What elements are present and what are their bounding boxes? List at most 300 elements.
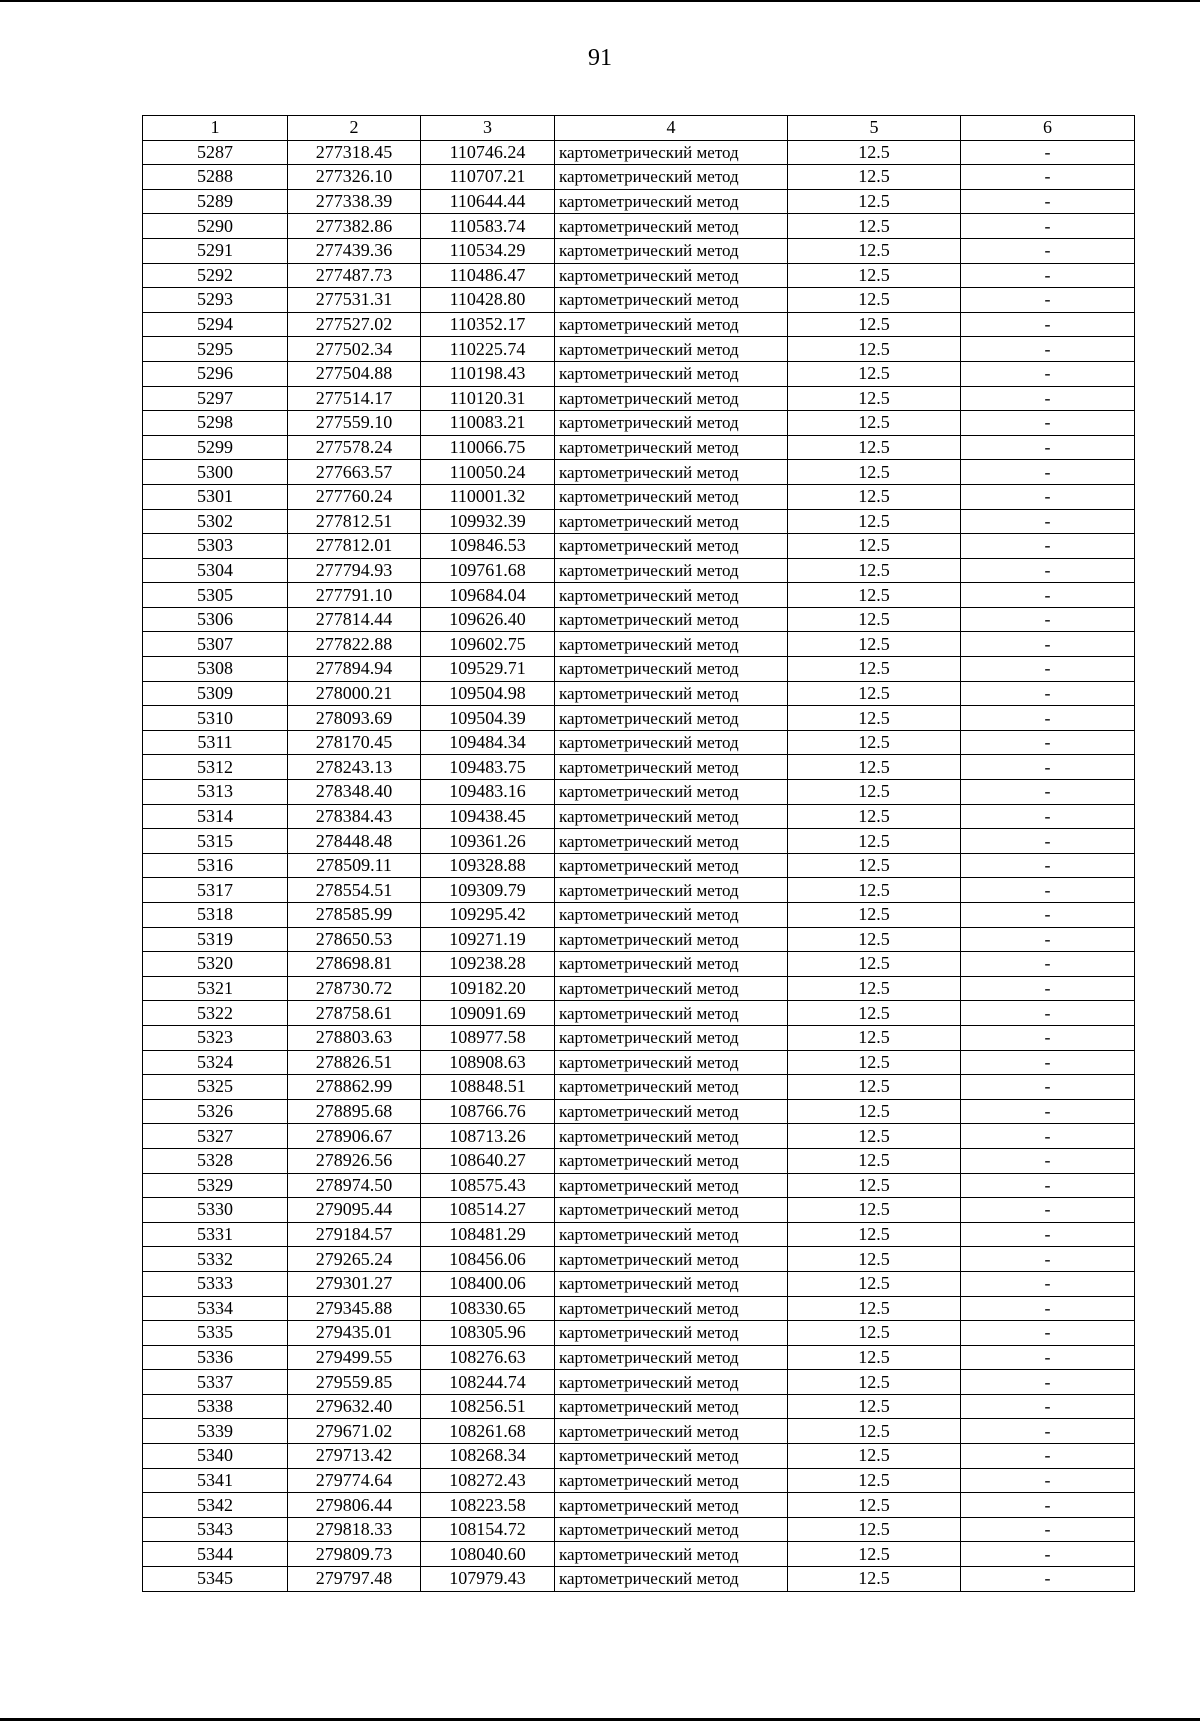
table-row — [143, 1148, 1135, 1173]
x-coordinate-cell: 278243.13 — [288, 755, 421, 780]
x-coordinate-cell: 277531.31 — [288, 288, 421, 313]
method-cell: картометрический метод — [555, 1345, 788, 1370]
point-number-cell: 5328 — [143, 1148, 288, 1173]
table-row — [143, 558, 1135, 583]
y-coordinate-cell: 108575.43 — [421, 1173, 555, 1198]
accuracy-cell: 12.5 — [788, 1542, 961, 1567]
table-row — [143, 386, 1135, 411]
accuracy-cell: 12.5 — [788, 1468, 961, 1493]
note-cell: - — [961, 140, 1135, 165]
table-row — [143, 1419, 1135, 1444]
method-cell: картометрический метод — [555, 607, 788, 632]
point-number-cell: 5310 — [143, 706, 288, 731]
point-number-cell: 5313 — [143, 780, 288, 805]
y-coordinate-cell: 109504.98 — [421, 681, 555, 706]
accuracy-cell: 12.5 — [788, 976, 961, 1001]
y-coordinate-cell: 108908.63 — [421, 1050, 555, 1075]
point-number-cell: 5317 — [143, 878, 288, 903]
accuracy-cell: 12.5 — [788, 681, 961, 706]
note-cell: - — [961, 657, 1135, 682]
method-cell: картометрический метод — [555, 952, 788, 977]
note-cell: - — [961, 214, 1135, 239]
note-cell: - — [961, 804, 1135, 829]
y-coordinate-cell: 109529.71 — [421, 657, 555, 682]
accuracy-cell: 12.5 — [788, 706, 961, 731]
table-row — [143, 706, 1135, 731]
accuracy-cell: 12.5 — [788, 214, 961, 239]
y-coordinate-cell: 108244.74 — [421, 1370, 555, 1395]
y-coordinate-cell: 109328.88 — [421, 853, 555, 878]
table-row — [143, 214, 1135, 239]
point-number-cell: 5289 — [143, 189, 288, 214]
point-number-cell: 5288 — [143, 165, 288, 190]
method-cell: картометрический метод — [555, 460, 788, 485]
point-number-cell: 5293 — [143, 288, 288, 313]
point-number-cell: 5299 — [143, 435, 288, 460]
y-coordinate-cell: 109309.79 — [421, 878, 555, 903]
accuracy-cell: 12.5 — [788, 534, 961, 559]
y-coordinate-cell: 109483.16 — [421, 780, 555, 805]
column-header-1: 1 — [143, 116, 288, 141]
x-coordinate-cell: 278093.69 — [288, 706, 421, 731]
accuracy-cell: 12.5 — [788, 1148, 961, 1173]
table-row — [143, 1493, 1135, 1518]
method-cell: картометрический метод — [555, 1148, 788, 1173]
x-coordinate-cell: 279184.57 — [288, 1222, 421, 1247]
method-cell: картометрический метод — [555, 484, 788, 509]
table-row — [143, 1370, 1135, 1395]
method-cell: картометрический метод — [555, 509, 788, 534]
method-cell: картометрический метод — [555, 1099, 788, 1124]
y-coordinate-cell: 108305.96 — [421, 1321, 555, 1346]
y-coordinate-cell: 108713.26 — [421, 1124, 555, 1149]
y-coordinate-cell: 109295.42 — [421, 903, 555, 928]
method-cell: картометрический метод — [555, 165, 788, 190]
x-coordinate-cell: 277514.17 — [288, 386, 421, 411]
method-cell: картометрический метод — [555, 214, 788, 239]
note-cell: - — [961, 927, 1135, 952]
y-coordinate-cell: 109271.19 — [421, 927, 555, 952]
y-coordinate-cell: 108261.68 — [421, 1419, 555, 1444]
point-number-cell: 5335 — [143, 1321, 288, 1346]
y-coordinate-cell: 109484.34 — [421, 730, 555, 755]
point-number-cell: 5321 — [143, 976, 288, 1001]
point-number-cell: 5327 — [143, 1124, 288, 1149]
accuracy-cell: 12.5 — [788, 1567, 961, 1592]
y-coordinate-cell: 108456.06 — [421, 1247, 555, 1272]
method-cell: картометрический метод — [555, 1321, 788, 1346]
note-cell: - — [961, 1493, 1135, 1518]
point-number-cell: 5345 — [143, 1567, 288, 1592]
note-cell: - — [961, 632, 1135, 657]
table-row — [143, 238, 1135, 263]
table-row — [143, 1444, 1135, 1469]
method-cell: картометрический метод — [555, 755, 788, 780]
method-cell: картометрический метод — [555, 976, 788, 1001]
table-row — [143, 1222, 1135, 1247]
accuracy-cell: 12.5 — [788, 1198, 961, 1223]
table-row — [143, 1394, 1135, 1419]
accuracy-cell: 12.5 — [788, 1517, 961, 1542]
note-cell: - — [961, 878, 1135, 903]
method-cell: картометрический метод — [555, 411, 788, 436]
accuracy-cell: 12.5 — [788, 238, 961, 263]
point-number-cell: 5292 — [143, 263, 288, 288]
y-coordinate-cell: 109361.26 — [421, 829, 555, 854]
point-number-cell: 5304 — [143, 558, 288, 583]
note-cell: - — [961, 1444, 1135, 1469]
method-cell: картометрический метод — [555, 1025, 788, 1050]
accuracy-cell: 12.5 — [788, 952, 961, 977]
column-header-2: 2 — [288, 116, 421, 141]
x-coordinate-cell: 279345.88 — [288, 1296, 421, 1321]
method-cell: картометрический метод — [555, 361, 788, 386]
table-row — [143, 583, 1135, 608]
x-coordinate-cell: 278862.99 — [288, 1075, 421, 1100]
page-number: 91 — [588, 45, 612, 71]
accuracy-cell: 12.5 — [788, 1345, 961, 1370]
method-cell: картометрический метод — [555, 853, 788, 878]
point-number-cell: 5297 — [143, 386, 288, 411]
x-coordinate-cell: 277894.94 — [288, 657, 421, 682]
y-coordinate-cell: 108268.34 — [421, 1444, 555, 1469]
point-number-cell: 5344 — [143, 1542, 288, 1567]
note-cell: - — [961, 1419, 1135, 1444]
note-cell: - — [961, 1370, 1135, 1395]
x-coordinate-cell: 277791.10 — [288, 583, 421, 608]
note-cell: - — [961, 238, 1135, 263]
accuracy-cell: 12.5 — [788, 1025, 961, 1050]
x-coordinate-cell: 277504.88 — [288, 361, 421, 386]
table-row — [143, 1517, 1135, 1542]
point-number-cell: 5338 — [143, 1394, 288, 1419]
note-cell: - — [961, 1173, 1135, 1198]
method-cell: картометрический метод — [555, 288, 788, 313]
x-coordinate-cell: 278554.51 — [288, 878, 421, 903]
accuracy-cell: 12.5 — [788, 1075, 961, 1100]
method-cell: картометрический метод — [555, 878, 788, 903]
x-coordinate-cell: 278974.50 — [288, 1173, 421, 1198]
method-cell: картометрический метод — [555, 681, 788, 706]
accuracy-cell: 12.5 — [788, 878, 961, 903]
point-number-cell: 5329 — [143, 1173, 288, 1198]
method-cell: картометрический метод — [555, 435, 788, 460]
y-coordinate-cell: 108276.63 — [421, 1345, 555, 1370]
note-cell: - — [961, 952, 1135, 977]
column-header-3: 3 — [421, 116, 555, 141]
table-row — [143, 1247, 1135, 1272]
x-coordinate-cell: 277487.73 — [288, 263, 421, 288]
method-cell: картометрический метод — [555, 1001, 788, 1026]
point-number-cell: 5318 — [143, 903, 288, 928]
method-cell: картометрический метод — [555, 386, 788, 411]
column-header-4: 4 — [555, 116, 788, 141]
point-number-cell: 5311 — [143, 730, 288, 755]
point-number-cell: 5333 — [143, 1271, 288, 1296]
x-coordinate-cell: 278803.63 — [288, 1025, 421, 1050]
accuracy-cell: 12.5 — [788, 1222, 961, 1247]
coordinates-table — [142, 115, 1135, 1592]
method-cell: картометрический метод — [555, 337, 788, 362]
y-coordinate-cell: 108272.43 — [421, 1468, 555, 1493]
accuracy-cell: 12.5 — [788, 903, 961, 928]
x-coordinate-cell: 278650.53 — [288, 927, 421, 952]
point-number-cell: 5326 — [143, 1099, 288, 1124]
accuracy-cell: 12.5 — [788, 1001, 961, 1026]
accuracy-cell: 12.5 — [788, 1124, 961, 1149]
table-row — [143, 1075, 1135, 1100]
point-number-cell: 5324 — [143, 1050, 288, 1075]
table-row — [143, 1345, 1135, 1370]
y-coordinate-cell: 108256.51 — [421, 1394, 555, 1419]
method-cell: картометрический метод — [555, 140, 788, 165]
x-coordinate-cell: 278384.43 — [288, 804, 421, 829]
x-coordinate-cell: 279095.44 — [288, 1198, 421, 1223]
table-row — [143, 411, 1135, 436]
y-coordinate-cell: 110428.80 — [421, 288, 555, 313]
table-row — [143, 189, 1135, 214]
method-cell: картометрический метод — [555, 583, 788, 608]
x-coordinate-cell: 277382.86 — [288, 214, 421, 239]
method-cell: картометрический метод — [555, 1517, 788, 1542]
method-cell: картометрический метод — [555, 1173, 788, 1198]
note-cell: - — [961, 1050, 1135, 1075]
x-coordinate-cell: 277527.02 — [288, 312, 421, 337]
table-row — [143, 878, 1135, 903]
point-number-cell: 5332 — [143, 1247, 288, 1272]
bottom-scan-border — [0, 1718, 1200, 1721]
point-number-cell: 5343 — [143, 1517, 288, 1542]
point-number-cell: 5303 — [143, 534, 288, 559]
x-coordinate-cell: 278698.81 — [288, 952, 421, 977]
note-cell: - — [961, 337, 1135, 362]
method-cell: картометрический метод — [555, 263, 788, 288]
note-cell: - — [961, 1025, 1135, 1050]
x-coordinate-cell: 279774.64 — [288, 1468, 421, 1493]
table-row — [143, 140, 1135, 165]
point-number-cell: 5323 — [143, 1025, 288, 1050]
accuracy-cell: 12.5 — [788, 411, 961, 436]
x-coordinate-cell: 277318.45 — [288, 140, 421, 165]
y-coordinate-cell: 108223.58 — [421, 1493, 555, 1518]
x-coordinate-cell: 277326.10 — [288, 165, 421, 190]
note-cell: - — [961, 1468, 1135, 1493]
note-cell: - — [961, 1148, 1135, 1173]
y-coordinate-cell: 109761.68 — [421, 558, 555, 583]
point-number-cell: 5340 — [143, 1444, 288, 1469]
note-cell: - — [961, 1517, 1135, 1542]
note-cell: - — [961, 435, 1135, 460]
accuracy-cell: 12.5 — [788, 1419, 961, 1444]
y-coordinate-cell: 109684.04 — [421, 583, 555, 608]
note-cell: - — [961, 386, 1135, 411]
method-cell: картометрический метод — [555, 1222, 788, 1247]
point-number-cell: 5312 — [143, 755, 288, 780]
y-coordinate-cell: 108154.72 — [421, 1517, 555, 1542]
method-cell: картометрический метод — [555, 1493, 788, 1518]
x-coordinate-cell: 279818.33 — [288, 1517, 421, 1542]
note-cell: - — [961, 780, 1135, 805]
note-cell: - — [961, 484, 1135, 509]
point-number-cell: 5314 — [143, 804, 288, 829]
accuracy-cell: 12.5 — [788, 927, 961, 952]
x-coordinate-cell: 277814.44 — [288, 607, 421, 632]
accuracy-cell: 12.5 — [788, 1370, 961, 1395]
point-number-cell: 5331 — [143, 1222, 288, 1247]
method-cell: картометрический метод — [555, 1247, 788, 1272]
y-coordinate-cell: 109846.53 — [421, 534, 555, 559]
method-cell: картометрический метод — [555, 1394, 788, 1419]
accuracy-cell: 12.5 — [788, 263, 961, 288]
y-coordinate-cell: 110486.47 — [421, 263, 555, 288]
accuracy-cell: 12.5 — [788, 337, 961, 362]
accuracy-cell: 12.5 — [788, 1321, 961, 1346]
x-coordinate-cell: 277812.51 — [288, 509, 421, 534]
method-cell: картометрический метод — [555, 632, 788, 657]
table-row — [143, 1468, 1135, 1493]
x-coordinate-cell: 279559.85 — [288, 1370, 421, 1395]
table-row — [143, 1025, 1135, 1050]
note-cell: - — [961, 1075, 1135, 1100]
table-row — [143, 853, 1135, 878]
point-number-cell: 5337 — [143, 1370, 288, 1395]
method-cell: картометрический метод — [555, 1419, 788, 1444]
note-cell: - — [961, 730, 1135, 755]
y-coordinate-cell: 110707.21 — [421, 165, 555, 190]
note-cell: - — [961, 1099, 1135, 1124]
note-cell: - — [961, 1321, 1135, 1346]
method-cell: картометрический метод — [555, 238, 788, 263]
y-coordinate-cell: 110120.31 — [421, 386, 555, 411]
note-cell: - — [961, 583, 1135, 608]
accuracy-cell: 12.5 — [788, 484, 961, 509]
accuracy-cell: 12.5 — [788, 1173, 961, 1198]
x-coordinate-cell: 279632.40 — [288, 1394, 421, 1419]
x-coordinate-cell: 279671.02 — [288, 1419, 421, 1444]
x-coordinate-cell: 277663.57 — [288, 460, 421, 485]
table-row — [143, 780, 1135, 805]
note-cell: - — [961, 1296, 1135, 1321]
y-coordinate-cell: 108400.06 — [421, 1271, 555, 1296]
note-cell: - — [961, 829, 1135, 854]
note-cell: - — [961, 165, 1135, 190]
y-coordinate-cell: 109483.75 — [421, 755, 555, 780]
table-row — [143, 657, 1135, 682]
x-coordinate-cell: 278509.11 — [288, 853, 421, 878]
point-number-cell: 5302 — [143, 509, 288, 534]
point-number-cell: 5291 — [143, 238, 288, 263]
y-coordinate-cell: 110001.32 — [421, 484, 555, 509]
table-row — [143, 435, 1135, 460]
method-cell: картометрический метод — [555, 804, 788, 829]
note-cell: - — [961, 1345, 1135, 1370]
note-cell: - — [961, 361, 1135, 386]
accuracy-cell: 12.5 — [788, 312, 961, 337]
x-coordinate-cell: 278730.72 — [288, 976, 421, 1001]
point-number-cell: 5336 — [143, 1345, 288, 1370]
table-row — [143, 804, 1135, 829]
note-cell: - — [961, 312, 1135, 337]
accuracy-cell: 12.5 — [788, 1444, 961, 1469]
note-cell: - — [961, 189, 1135, 214]
point-number-cell: 5308 — [143, 657, 288, 682]
accuracy-cell: 12.5 — [788, 1247, 961, 1272]
x-coordinate-cell: 278826.51 — [288, 1050, 421, 1075]
x-coordinate-cell: 277822.88 — [288, 632, 421, 657]
method-cell: картометрический метод — [555, 312, 788, 337]
note-cell: - — [961, 903, 1135, 928]
table-row — [143, 1321, 1135, 1346]
column-header-5: 5 — [788, 116, 961, 141]
table-row — [143, 755, 1135, 780]
method-cell: картометрический метод — [555, 730, 788, 755]
x-coordinate-cell: 278348.40 — [288, 780, 421, 805]
x-coordinate-cell: 277794.93 — [288, 558, 421, 583]
x-coordinate-cell: 279301.27 — [288, 1271, 421, 1296]
y-coordinate-cell: 109504.39 — [421, 706, 555, 731]
method-cell: картометрический метод — [555, 1567, 788, 1592]
table-row — [143, 165, 1135, 190]
y-coordinate-cell: 109932.39 — [421, 509, 555, 534]
x-coordinate-cell: 278585.99 — [288, 903, 421, 928]
method-cell: картометрический метод — [555, 1370, 788, 1395]
table-row — [143, 1173, 1135, 1198]
method-cell: картометрический метод — [555, 1075, 788, 1100]
x-coordinate-cell: 278000.21 — [288, 681, 421, 706]
accuracy-cell: 12.5 — [788, 755, 961, 780]
y-coordinate-cell: 108514.27 — [421, 1198, 555, 1223]
method-cell: картометрический метод — [555, 657, 788, 682]
method-cell: картометрический метод — [555, 1124, 788, 1149]
table-row — [143, 1198, 1135, 1223]
note-cell: - — [961, 263, 1135, 288]
point-number-cell: 5290 — [143, 214, 288, 239]
accuracy-cell: 12.5 — [788, 1050, 961, 1075]
table-row — [143, 730, 1135, 755]
table-row — [143, 976, 1135, 1001]
accuracy-cell: 12.5 — [788, 361, 961, 386]
accuracy-cell: 12.5 — [788, 1296, 961, 1321]
point-number-cell: 5296 — [143, 361, 288, 386]
table-row — [143, 607, 1135, 632]
method-cell: картометрический метод — [555, 558, 788, 583]
point-number-cell: 5306 — [143, 607, 288, 632]
note-cell: - — [961, 534, 1135, 559]
accuracy-cell: 12.5 — [788, 804, 961, 829]
note-cell: - — [961, 1198, 1135, 1223]
table-row — [143, 460, 1135, 485]
point-number-cell: 5301 — [143, 484, 288, 509]
table-row — [143, 509, 1135, 534]
table-row — [143, 312, 1135, 337]
y-coordinate-cell: 108848.51 — [421, 1075, 555, 1100]
point-number-cell: 5307 — [143, 632, 288, 657]
accuracy-cell: 12.5 — [788, 165, 961, 190]
table-row — [143, 361, 1135, 386]
note-cell: - — [961, 1222, 1135, 1247]
point-number-cell: 5342 — [143, 1493, 288, 1518]
table-row — [143, 903, 1135, 928]
y-coordinate-cell: 109182.20 — [421, 976, 555, 1001]
note-cell: - — [961, 607, 1135, 632]
note-cell: - — [961, 853, 1135, 878]
accuracy-cell: 12.5 — [788, 1271, 961, 1296]
method-cell: картометрический метод — [555, 1198, 788, 1223]
method-cell: картометрический метод — [555, 1444, 788, 1469]
x-coordinate-cell: 278758.61 — [288, 1001, 421, 1026]
x-coordinate-cell: 278170.45 — [288, 730, 421, 755]
accuracy-cell: 12.5 — [788, 730, 961, 755]
